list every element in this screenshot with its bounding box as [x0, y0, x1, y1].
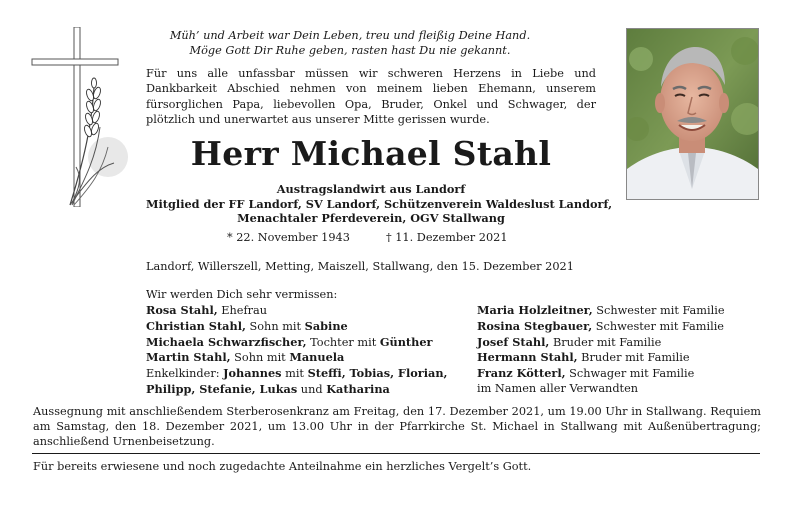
mourner-partner: Sabine	[304, 318, 348, 333]
mourner-name: Michaela Schwarzfischer,	[146, 334, 307, 349]
list-item	[146, 335, 476, 351]
role-line-2: Mitglied der FF Landorf, SV Landorf, Schützenverein Waldeslust Landorf,	[146, 196, 613, 211]
mourner-name: Hermann Stahl,	[477, 350, 578, 365]
list-item	[146, 319, 476, 335]
list-item	[477, 335, 767, 351]
grandchild-names: Steffi, Tobias, Florian,	[307, 366, 448, 381]
list-item	[477, 303, 767, 319]
role-line-1: Austragslandwirt aus Landorf	[276, 182, 466, 196]
list-item	[477, 366, 767, 382]
mourner-name: Maria Holzleitner,	[477, 303, 593, 317]
mourner-relation: Bruder mit Familie	[549, 335, 662, 349]
place-and-date: Landorf, Willerszell, Metting, Maiszell, Stallwang, den 15. Dezember 2021	[146, 260, 574, 273]
mourner-relation: Tochter mit	[306, 335, 380, 349]
mourners-list-left	[146, 303, 476, 398]
thanks-note: Für bereits erwiesene und noch zugedachte Anteilnahme ein herzliches Vergelt’s Gott.	[33, 460, 532, 473]
list-item	[477, 382, 767, 397]
mourners-heading: Wir werden Dich sehr vermissen:	[146, 288, 338, 301]
list-item	[477, 319, 767, 335]
grandchildren-connector: mit	[281, 367, 308, 381]
memorial-quote	[150, 28, 550, 58]
list-item	[146, 382, 476, 398]
grandchild-name: Johannes	[223, 366, 282, 381]
quote-line-1: Müh’ und Arbeit war Dein Leben, treu und fleißig Deine Hand.	[169, 29, 531, 42]
death-date: † 11. Dezember 2021	[386, 231, 508, 244]
mourner-name: Josef Stahl,	[477, 334, 550, 349]
funeral-service-details: Aussegnung mit anschließendem Sterberosenkranz am Freitag, den 17. Dezember 2021, um 19.00 Uhr in Stallwang. Requiem am Samstag, den 18. Dezember 2021, um 13.00 Uhr in der Pfarrkirche St. Michael in Stallwang mit Außenübertragung; anschließend Urnenbeisetzung.	[33, 405, 761, 448]
portrait-photo	[626, 28, 759, 200]
mourner-name: Rosina Stegbauer,	[477, 318, 593, 333]
list-item	[146, 366, 476, 382]
quote-line-2: Möge Gott Dir Ruhe geben, rasten hast Du nie gekannt.	[189, 44, 511, 57]
mourner-name: Rosa Stahl,	[146, 303, 218, 317]
mourner-partner: Manuela	[289, 350, 345, 365]
role-line-3: Menachtaler Pferdeverein, OGV Stallwang	[237, 211, 505, 225]
mourner-relation: Ehefrau	[217, 304, 268, 317]
mourner-name: Franz Kötterl,	[477, 366, 566, 381]
mourner-relation: Schwager mit Familie	[565, 367, 695, 381]
grandchildren-connector: und	[297, 382, 327, 396]
mourners-list-right	[477, 303, 767, 397]
cross-with-wheat-icon	[30, 27, 130, 207]
mourner-partner: Günther	[379, 334, 433, 349]
birth-date: * 22. November 1943	[227, 231, 350, 244]
divider	[32, 453, 760, 454]
mourner-name: Martin Stahl,	[146, 350, 231, 365]
mourner-relation: Schwester mit Familie	[592, 319, 724, 333]
deceased-name: Herr Michael Stahl	[190, 134, 552, 173]
grandchild-name: Katharina	[326, 381, 390, 396]
list-item	[146, 350, 476, 366]
mourner-relation: Sohn mit	[245, 319, 305, 333]
deceased-roles	[146, 182, 613, 226]
mourner-relation: Sohn mit	[230, 351, 290, 365]
intro-paragraph: Für uns alle unfassbar müssen wir schweren Herzens in Liebe und Dankbarkeit Abschied nehmen von meinem lieben Ehemann, unserem fürsorglichen Papa, liebevollen Opa, Bruder, Onkel und Schwager, der plötzlich und unerwartet aus unserer Mitte gerissen wurde.	[146, 67, 596, 126]
list-item	[477, 350, 767, 366]
mourner-name: Christian Stahl,	[146, 318, 246, 333]
grandchildren-prefix: Enkelkinder:	[146, 367, 224, 381]
list-item	[146, 303, 476, 319]
mourner-relation: im Namen aller Verwandten	[477, 381, 639, 395]
mourner-relation: Schwester mit Familie	[592, 304, 725, 317]
mourner-relation: Bruder mit Familie	[577, 351, 690, 365]
grandchild-names: Philipp, Stefanie, Lukas	[146, 381, 298, 396]
